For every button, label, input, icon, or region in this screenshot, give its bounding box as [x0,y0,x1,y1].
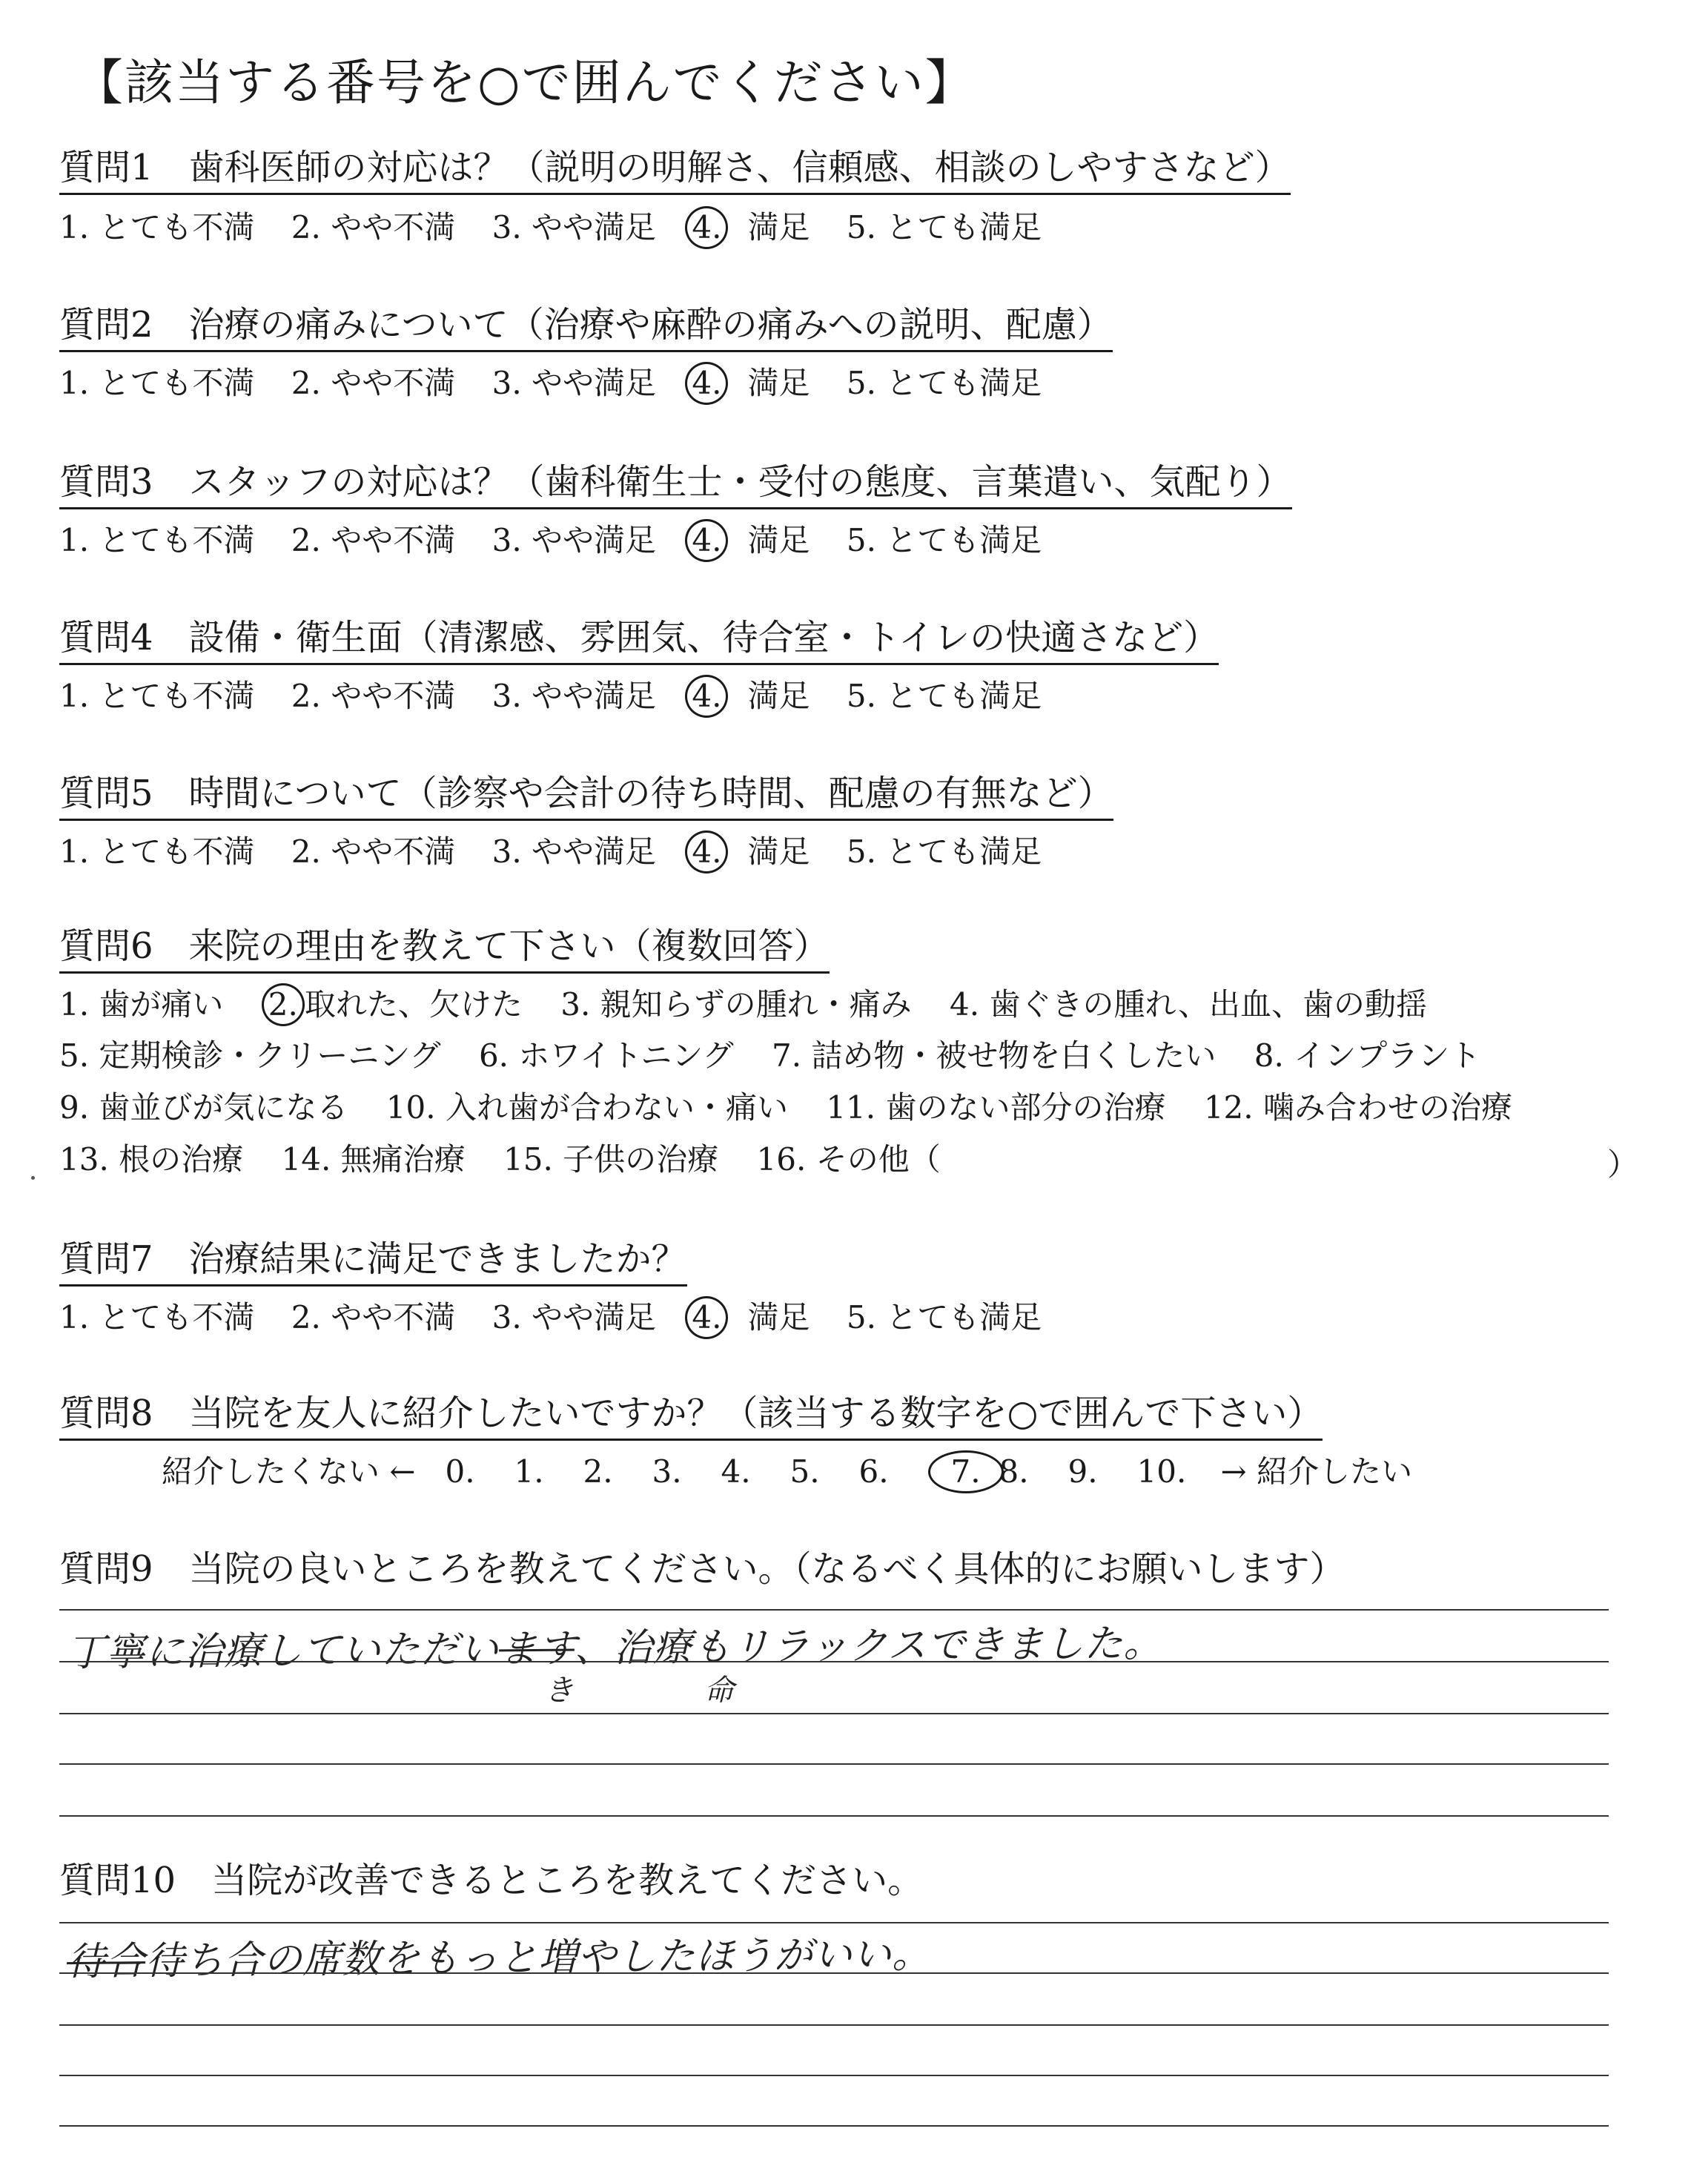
q10-answer-line-2 [59,1972,1609,1974]
q8-scale-value[interactable]: 1. [514,1453,544,1490]
q7-option-4-circled[interactable]: 4. [685,1296,728,1339]
q1-option-4-label: 満足 [747,209,810,245]
q2-option-1[interactable]: 1. とても不満 [59,365,255,401]
question-6-title: 質問6 来院の理由を教えて下さい（複数回答） [59,924,830,974]
q6-other-close-paren: ） [1607,1146,1639,1183]
q9-answer-struck: ます [498,1626,575,1672]
q6-option-9[interactable]: 9. 歯並びが気になる [59,1089,348,1126]
q9-insert-2: 命 [704,1674,734,1708]
q8-right-label: → 紹介したい [1220,1453,1413,1490]
question-4-title: 質問4 設備・衛生面（清潔感、雰囲気、待合室・トイレの快適さなど） [59,615,1219,665]
q6-option-2-circled[interactable]: 2. [262,983,305,1026]
q6-option-5[interactable]: 5. 定期検診・クリーニング [59,1037,441,1074]
q8-scale-value[interactable]: 10. [1136,1453,1187,1490]
q6-row-3 [59,1089,1540,1127]
q1-option-2[interactable]: 2. やや不満 [291,209,456,245]
q9-answer-line-2 [59,1661,1609,1662]
q3-option-3[interactable]: 3. やや満足 [491,522,657,558]
q9-answer-line-4 [59,1763,1609,1765]
q7-option-5[interactable]: 5. とても満足 [846,1299,1042,1335]
q10-answer-struck: 待合 [66,1939,146,1985]
q6-option-14[interactable]: 14. 無痛治療 [281,1141,466,1178]
q8-values [446,1453,1206,1490]
q2-option-4-label: 満足 [747,365,810,401]
question-3-title: 質問3 スタッフの対応は？（歯科衛生士・受付の態度、言葉遣い、気配り） [59,460,1292,509]
stray-dot [31,1176,35,1180]
q1-option-1[interactable]: 1. とても不満 [59,209,255,245]
q4-option-3[interactable]: 3. やや満足 [491,678,657,714]
q4-option-4-circled[interactable]: 4. [685,675,728,718]
q6-option-13[interactable]: 13. 根の治療 [59,1141,244,1178]
q9-handwritten-answer [67,1612,1163,1677]
q6-option-10[interactable]: 10. 入れ歯が合わない・痛い [385,1089,788,1126]
q7-option-4-label: 満足 [747,1299,810,1335]
q6-option-12[interactable]: 12. 噛み合わせの治療 [1203,1089,1512,1126]
q8-scale [162,1450,1412,1493]
q6-option-1[interactable]: 1. 歯が痛い [59,986,224,1023]
q8-scale-value[interactable]: 3. [652,1453,682,1490]
q6-row-4 [59,1140,969,1179]
page-title: 【該当する番号を○で囲んでください】 [74,54,976,111]
q8-scale-value[interactable]: 8. [999,1453,1029,1490]
q6-option-11[interactable]: 11. 歯のない部分の治療 [826,1089,1166,1126]
q6-row-1 [59,983,1455,1026]
q10-handwritten-answer [67,1923,932,1986]
q10-answer-line-3 [59,2024,1609,2026]
q6-row-2 [59,1037,1509,1075]
q4-option-2[interactable]: 2. やや不満 [291,678,456,714]
q8-scale-value[interactable]: 9. [1068,1453,1098,1490]
question-7-options [59,1296,1068,1339]
q8-scale-value[interactable]: 5. [790,1453,820,1490]
q6-option-7[interactable]: 7. 詰め物・被せ物を白くしたい [771,1037,1217,1074]
q8-scale-value[interactable]: 7. [928,1450,1004,1493]
q10-answer-line-5 [59,2125,1609,2127]
q9-insert-1: き [544,1674,574,1708]
question-9-title: 質問9 当院の良いところを教えてください。（なるべく具体的にお願いします） [59,1548,1345,1590]
q4-option-5[interactable]: 5. とても満足 [846,678,1042,714]
q6-option-2-label: 取れた、欠けた [304,986,523,1023]
q10-answer-text: 待ち合の席数をもっと増やしたほうがいい。 [145,1932,932,1984]
q8-scale-value[interactable]: 6. [858,1453,889,1490]
q9-answer-line-1 [59,1609,1609,1611]
question-7-title: 質問7 治療結果に満足できましたか？ [59,1237,687,1287]
q3-option-2[interactable]: 2. やや不満 [291,522,456,558]
question-5-options [59,830,1068,873]
q8-left-label: 紹介したくない ← [162,1453,416,1490]
q9-answer-part2: 、治療もリラックスできました。 [574,1621,1163,1671]
q7-option-3[interactable]: 3. やや満足 [491,1299,657,1335]
question-2-title: 質問2 治療の痛みについて（治療や麻酔の痛みへの説明、配慮） [59,303,1113,352]
q6-option-15[interactable]: 15. 子供の治療 [503,1141,719,1178]
q4-option-4-label: 満足 [747,678,810,714]
q3-option-5[interactable]: 5. とても満足 [846,522,1042,558]
question-1-title: 質問1 歯科医師の対応は？（説明の明解さ、信頼感、相談のしやすさなど） [59,145,1291,195]
q7-option-2[interactable]: 2. やや不満 [291,1299,456,1335]
q5-option-3[interactable]: 3. やや満足 [491,833,657,870]
q2-option-2[interactable]: 2. やや不満 [291,365,456,401]
question-5-title: 質問5 時間について（診察や会計の待ち時間、配慮の有無など） [59,771,1113,821]
q9-answer-line-3 [59,1713,1609,1714]
q2-option-5[interactable]: 5. とても満足 [846,365,1042,401]
q10-answer-line-4 [59,2075,1609,2076]
question-8-title: 質問8 当院を友人に紹介したいですか？（該当する数字を○で囲んで下さい） [59,1391,1323,1441]
q2-option-3[interactable]: 3. やや満足 [491,365,657,401]
q9-answer-line-5 [59,1815,1609,1817]
q6-option-8[interactable]: 8. インプラント [1254,1037,1481,1074]
q6-option-16[interactable]: 16. その他（ [756,1141,941,1178]
q3-option-4-circled[interactable]: 4. [685,519,728,562]
question-4-options [59,675,1068,718]
question-1-options [59,206,1068,249]
q5-option-4-circled[interactable]: 4. [685,830,728,873]
q1-option-3[interactable]: 3. やや満足 [491,209,657,245]
question-2-options [59,362,1068,405]
q5-option-4-label: 満足 [747,833,810,870]
q6-option-6[interactable]: 6. ホワイトニング [478,1037,734,1074]
q5-option-1[interactable]: 1. とても不満 [59,833,255,870]
q1-option-4-circled[interactable]: 4. [685,206,728,249]
q3-option-1[interactable]: 1. とても不満 [59,522,255,558]
q8-scale-value[interactable]: 2. [583,1453,613,1490]
question-3-options [59,519,1068,562]
q5-option-2[interactable]: 2. やや不満 [291,833,456,870]
q7-option-1[interactable]: 1. とても不満 [59,1299,255,1335]
q1-option-5[interactable]: 5. とても満足 [846,209,1042,245]
question-10-title: 質問10 当院が改善できるところを教えてください。 [59,1860,924,1901]
q8-scale-value[interactable]: 4. [721,1453,751,1490]
q5-option-5[interactable]: 5. とても満足 [846,833,1042,870]
q2-option-4-circled[interactable]: 4. [685,362,728,405]
q6-option-3[interactable]: 3. 親知らずの腫れ・痛み [560,986,912,1023]
q3-option-4-label: 満足 [747,522,810,558]
q8-scale-value[interactable]: 0. [445,1453,475,1490]
q9-answer-part1: 丁寧に治療していただい [66,1627,500,1676]
q6-option-4[interactable]: 4. 歯ぐきの腫れ、出血、歯の動揺 [950,986,1427,1023]
q4-option-1[interactable]: 1. とても不満 [59,678,255,714]
